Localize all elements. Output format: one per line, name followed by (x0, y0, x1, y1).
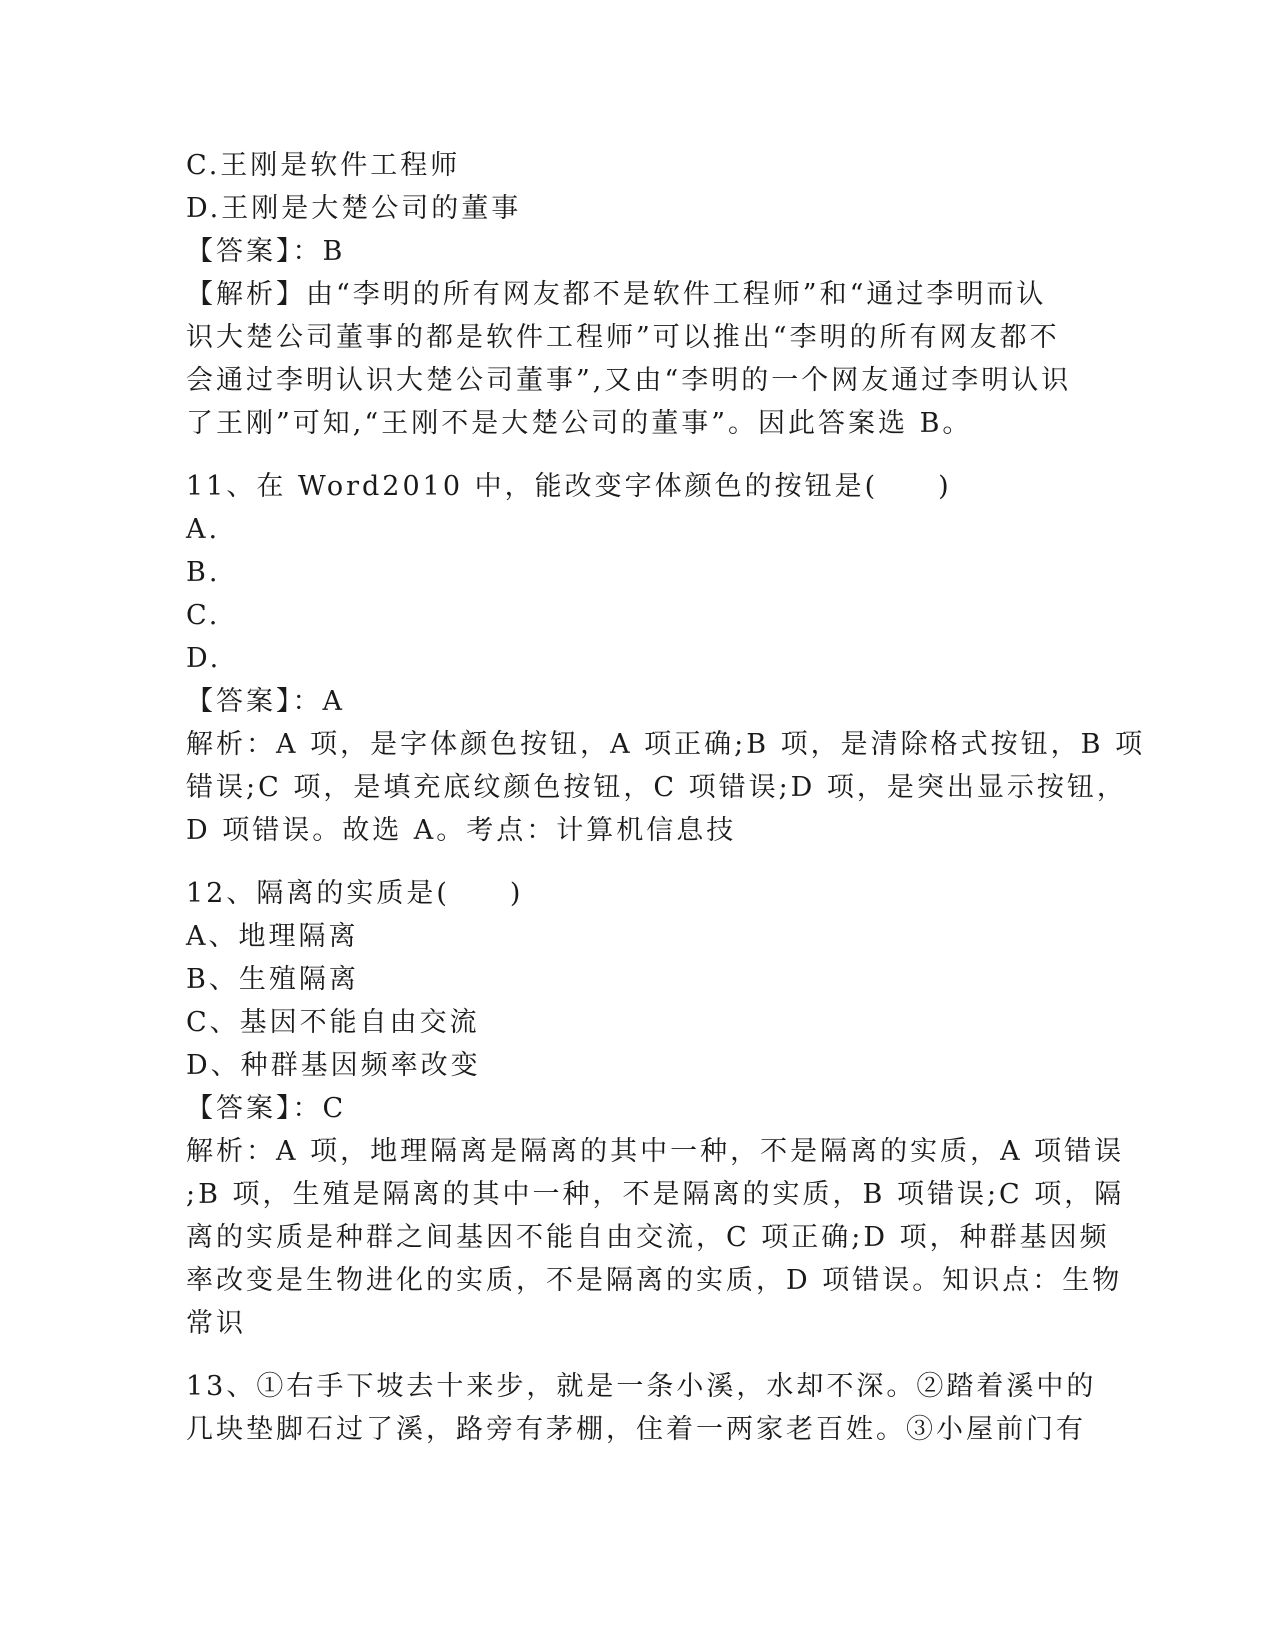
analysis-line: 解析：A 项，地理隔离是隔离的其中一种，不是隔离的实质，A 项错误 (186, 1136, 1125, 1167)
question-11-block (186, 465, 1146, 852)
option-c: C. (186, 600, 221, 631)
option-b: B、生殖隔离 (186, 964, 359, 995)
spacer (186, 445, 1086, 465)
analysis-line: 【解析】由“李明的所有网友都不是软件工程师”和“通过李明而认 (186, 279, 1047, 310)
question-13-block (186, 1365, 1097, 1451)
analysis-line: 离的实质是种群之间基因不能自由交流，C 项正确;D 项，种群基因频 (186, 1222, 1110, 1253)
spacer (186, 1345, 1086, 1365)
question-stem: 12、隔离的实质是( ) (186, 878, 524, 909)
analysis-line: D 项错误。故选 A。考点：计算机信息技 (186, 815, 737, 846)
option-d: D. (186, 643, 222, 674)
analysis-line: ;B 项，生殖是隔离的其中一种，不是隔离的实质，B 项错误;C 项，隔 (186, 1179, 1125, 1210)
answer-line: 【答案】：A (186, 686, 345, 717)
option-d: D、种群基因频率改变 (186, 1050, 481, 1081)
analysis-line: 解析：A 项，是字体颜色按钮，A 项正确;B 项，是清除格式按钮，B 项 (186, 729, 1146, 760)
question-stem: 11、在 Word2010 中，能改变字体颜色的按钮是( ) (186, 471, 952, 502)
option-b: B. (186, 557, 221, 588)
analysis-line: 常识 (186, 1308, 246, 1339)
option-c: C、基因不能自由交流 (186, 1007, 480, 1038)
analysis-line: 率改变是生物进化的实质，不是隔离的实质，D 项错误。知识点：生物 (186, 1265, 1123, 1296)
option-a: A. (186, 514, 221, 545)
analysis-line: 错误;C 项，是填充底纹颜色按钮，C 项错误;D 项，是突出显示按钮， (186, 772, 1127, 803)
option-a: A、地理隔离 (186, 921, 359, 952)
analysis-line: 会通过李明认识大楚公司董事”,又由“李明的一个网友通过李明认识 (186, 365, 1072, 396)
analysis-line: 识大楚公司董事的都是软件工程师”可以推出“李明的所有网友都不 (186, 322, 1060, 353)
answer-line: 【答案】：C (186, 1093, 347, 1124)
question-12-block (186, 872, 1125, 1345)
spacer (186, 852, 1086, 872)
prev-question-block (186, 144, 1086, 445)
question-stem: 13、①右手下坡去十来步，就是一条小溪，水却不深。②踏着溪中的 (186, 1371, 1097, 1402)
option-d: D.王刚是大楚公司的董事 (186, 193, 522, 224)
document-page (186, 144, 1146, 1451)
analysis-line: 了王刚”可知,“王刚不是大楚公司的董事”。因此答案选 B。 (186, 408, 973, 439)
option-c: C.王刚是软件工程师 (186, 150, 461, 181)
question-stem: 几块垫脚石过了溪，路旁有茅棚，住着一两家老百姓。③小屋前门有 (186, 1414, 1086, 1445)
answer-line: 【答案】：B (186, 236, 346, 267)
